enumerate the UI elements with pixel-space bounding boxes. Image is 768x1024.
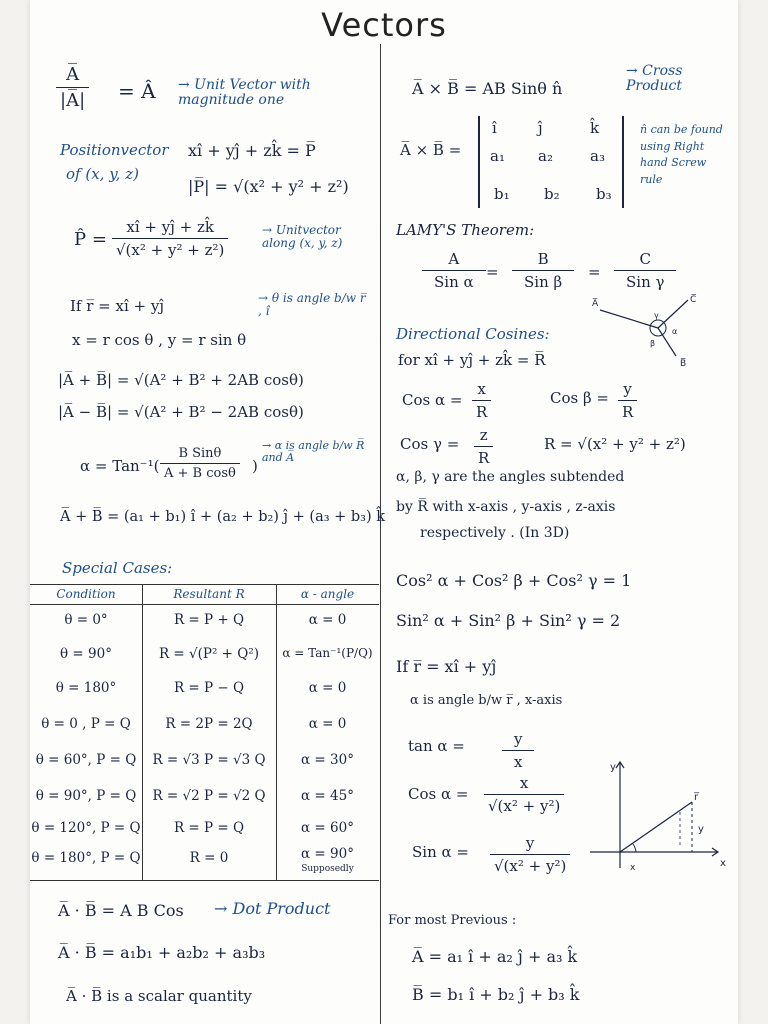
if-r-note: → θ is angle b/w r̅ , î bbox=[258, 291, 366, 319]
row-4-condition: θ = 0 , P = Q bbox=[41, 716, 131, 732]
sin-alpha-2d-lhs: Sin α = bbox=[412, 843, 469, 861]
lamy-label-alpha: α bbox=[672, 327, 678, 336]
det-r1c2: ĵ bbox=[538, 119, 543, 137]
cross-det-lhs: A̅ × B̅ = bbox=[400, 141, 462, 159]
a-components-eq: A̅ = a₁ î + a₂ ĵ + a₃ k̂ bbox=[412, 947, 578, 966]
lamy-fraction-a bbox=[422, 250, 486, 291]
lamy-a-den: Sin α bbox=[422, 270, 486, 291]
det-r2c1: a₁ bbox=[490, 147, 505, 165]
sum-magnitude-eq: |A̅ + B̅| = √(A² + B² + 2AB cosθ) bbox=[58, 371, 304, 389]
det-r1c3: k̂ bbox=[590, 119, 600, 137]
lamy-c-num: C bbox=[639, 250, 651, 268]
row-6-condition: θ = 90°, P = Q bbox=[35, 788, 137, 804]
lamy-b-den: Sin β bbox=[512, 270, 574, 291]
angles-text-line3: respectively . (In 3D) bbox=[420, 525, 570, 541]
lamy-label-a: A̅ bbox=[592, 299, 599, 309]
row-7-condition: θ = 120°, P = Q bbox=[31, 820, 141, 836]
row-7-alpha: α = 60° bbox=[301, 820, 354, 836]
sin-alpha-2d-den: √(x² + y²) bbox=[490, 854, 570, 875]
row-1-condition: θ = 0° bbox=[64, 612, 108, 628]
lamy-a-num: A bbox=[448, 250, 460, 268]
lamy-label-c: C̅ bbox=[690, 295, 697, 305]
cross-product-note: → Cross Product bbox=[626, 63, 683, 95]
special-cases-heading: Special Cases: bbox=[62, 559, 173, 577]
dot-product-eq: A̅ · B̅ = A B Cos bbox=[58, 901, 184, 920]
row-5-resultant: R = √3 P = √3 Q bbox=[152, 752, 266, 768]
unit-p-lhs: P̂ = bbox=[74, 229, 107, 250]
lamy-label-gamma: γ bbox=[654, 311, 659, 320]
alpha-arc bbox=[633, 844, 636, 852]
cos-gamma-den: R bbox=[474, 446, 493, 467]
row-5-alpha: α = 30° bbox=[301, 752, 354, 768]
row-3-condition: θ = 180° bbox=[55, 680, 117, 696]
alpha-rhs: ) bbox=[252, 457, 258, 475]
row-2-alpha: α = Tan⁻¹(P/Q) bbox=[282, 646, 373, 660]
det-r2c3: a₃ bbox=[590, 147, 605, 165]
row-7-resultant: R = P = Q bbox=[173, 820, 245, 836]
component-label-x: x bbox=[630, 863, 636, 873]
lamy-fraction-c bbox=[614, 250, 676, 291]
cos-gamma-fraction bbox=[474, 426, 493, 467]
tan-alpha-fraction bbox=[502, 730, 534, 771]
unit-p-denominator: √(x² + y² + z²) bbox=[112, 238, 228, 259]
special-cases-table bbox=[30, 584, 379, 880]
row-1-resultant: R = P + Q bbox=[173, 612, 245, 628]
unit-lhs-numerator: A̅ bbox=[66, 64, 80, 85]
cos-alpha-lhs: Cos α = bbox=[402, 391, 463, 409]
angles-text-line1: α, β, γ are the angles subtended bbox=[396, 469, 625, 485]
position-vector-of: of (x, y, z) bbox=[66, 165, 139, 183]
position-vector-magnitude: |P̅| = √(x² + y² + z²) bbox=[188, 177, 349, 196]
cos-alpha-2d-den: √(x² + y²) bbox=[484, 794, 564, 815]
det-r1c1: î bbox=[492, 119, 497, 137]
sum-components-eq: A̅ + B̅ = (a₁ + b₁) î + (a₂ + b₂) ĵ + (a₃ + b₃) k̂ bbox=[60, 509, 386, 525]
alpha-angle-text: α is angle b/w r̅ , x-axis bbox=[410, 693, 563, 708]
dir-vector-eq: for xî + yĵ + zk̂ = R̅ bbox=[398, 351, 546, 369]
sin-alpha-2d-fraction bbox=[490, 834, 570, 875]
det-bar-left bbox=[478, 116, 480, 208]
cos-alpha-den: R bbox=[472, 400, 491, 421]
cos-gamma-lhs: Cos γ = bbox=[400, 435, 460, 453]
directional-cosines-heading: Directional Cosines: bbox=[396, 325, 550, 343]
header-resultant: Resultant R bbox=[173, 587, 245, 601]
row-6-alpha: α = 45° bbox=[301, 788, 354, 804]
axis-label-x: x bbox=[720, 858, 726, 869]
row-8-condition: θ = 180°, P = Q bbox=[31, 850, 141, 866]
lamy-label-beta: β bbox=[650, 339, 656, 348]
row-4-resultant: R = 2P = 2Q bbox=[165, 716, 253, 732]
cos-gamma-num: z bbox=[479, 426, 488, 444]
alpha-denominator: A + B cosθ bbox=[160, 463, 240, 481]
det-r2c2: a₂ bbox=[538, 147, 553, 165]
header-condition: Condition bbox=[56, 587, 116, 601]
b-components-eq: B̅ = b₁ î + b₂ ĵ + b₃ k̂ bbox=[412, 985, 580, 1004]
r-vector bbox=[620, 802, 692, 852]
unit-vector-eq: = Â bbox=[118, 79, 156, 103]
lamy-eq-2: = bbox=[588, 263, 601, 281]
more-previous-heading: For most Previous : bbox=[388, 913, 517, 928]
if-r-eq: If r̅ = xî + yĵ bbox=[70, 297, 165, 315]
lamy-fraction-b bbox=[512, 250, 574, 291]
unit-p-fraction bbox=[112, 218, 228, 259]
unit-vector-note: → Unit Vector with magnitude one bbox=[178, 77, 311, 109]
row-3-alpha: α = 0 bbox=[308, 680, 347, 696]
row-1-alpha: α = 0 bbox=[308, 612, 347, 628]
det-r3c3: b₃ bbox=[596, 185, 612, 203]
cos-beta-lhs: Cos β = bbox=[550, 389, 609, 407]
component-label-y: y bbox=[698, 824, 704, 835]
row-4-alpha: α = 0 bbox=[308, 716, 347, 732]
table-line-top bbox=[30, 584, 379, 585]
cos-beta-num: y bbox=[623, 380, 632, 398]
row-2-condition: θ = 90° bbox=[60, 646, 112, 662]
angles-text-line2: by R̅ with x-axis , y-axis , z-axis bbox=[396, 499, 616, 515]
cos-squares-identity: Cos² α + Cos² β + Cos² γ = 1 bbox=[396, 571, 632, 590]
alpha-numerator: B Sinθ bbox=[178, 446, 222, 461]
lamy-b-num: B bbox=[537, 250, 549, 268]
sin-alpha-2d-num: y bbox=[525, 834, 535, 852]
lamy-eq-1: = bbox=[486, 263, 499, 281]
det-r3c1: b₁ bbox=[494, 185, 510, 203]
det-note: n̂ can be found using Right hand Screw rule bbox=[640, 123, 723, 186]
unit-p-note: → Unitvector along (x, y, z) bbox=[262, 223, 343, 251]
xy-axis-diagram bbox=[586, 756, 732, 876]
cos-beta-fraction bbox=[618, 380, 637, 421]
lamy-c-den: Sin γ bbox=[614, 270, 676, 291]
dot-scalar-note: A̅ · B̅ is a scalar quantity bbox=[66, 987, 252, 1005]
det-r3c2: b₂ bbox=[544, 185, 560, 203]
row-3-resultant: R = P − Q bbox=[173, 680, 245, 696]
lamy-label-b: B̅ bbox=[680, 359, 687, 369]
xy-components-eq: x = r cos θ , y = r sin θ bbox=[72, 331, 247, 349]
det-bar-right bbox=[622, 116, 624, 208]
sin-squares-identity: Sin² α + Sin² β + Sin² γ = 2 bbox=[396, 611, 621, 630]
header-alpha: α - angle bbox=[300, 587, 355, 601]
position-vector-label: Positionvector bbox=[60, 141, 169, 159]
table-line-header bbox=[30, 604, 379, 605]
tan-alpha-lhs: tan α = bbox=[408, 737, 465, 755]
alpha-note: → α is angle b/w R̅ and A̅ bbox=[262, 439, 365, 465]
table-line-bottom bbox=[30, 880, 379, 881]
alpha-lhs: α = Tan⁻¹( bbox=[80, 457, 160, 475]
tan-alpha-den: x bbox=[502, 750, 534, 771]
row-6-resultant: R = √2 P = √2 Q bbox=[152, 788, 266, 804]
diff-magnitude-eq: |A̅ − B̅| = √(A² + B² − 2AB cosθ) bbox=[58, 403, 304, 421]
lamy-vector-c bbox=[658, 300, 688, 328]
row-2-resultant: R = √(P² + Q²) bbox=[158, 646, 260, 662]
lamy-diagram bbox=[592, 290, 702, 370]
unit-vector-fraction bbox=[56, 64, 89, 111]
cos-alpha-num: x bbox=[477, 380, 486, 398]
vector-label-r: r̅ bbox=[694, 792, 699, 803]
axis-label-y: y bbox=[610, 762, 616, 773]
row-8-resultant: R = 0 bbox=[189, 850, 229, 866]
lamy-vector-a bbox=[600, 310, 658, 328]
cos-alpha-2d-lhs: Cos α = bbox=[408, 785, 469, 803]
unit-p-numerator: xî + yĵ + zk̂ bbox=[126, 218, 214, 236]
row-5-condition: θ = 60°, P = Q bbox=[35, 752, 137, 768]
cos-alpha-fraction bbox=[472, 380, 491, 421]
r-magnitude-eq: R = √(x² + y² + z²) bbox=[544, 435, 686, 453]
row-8-alpha: α = 90° bbox=[301, 846, 354, 862]
cos-alpha-2d-fraction bbox=[484, 774, 564, 815]
alpha-fraction bbox=[160, 446, 240, 481]
position-vector-eq: xî + yĵ + zk̂ = P̅ bbox=[188, 141, 316, 160]
if-r-2d-eq: If r̅ = xî + yĵ bbox=[396, 657, 497, 676]
tan-alpha-num: y bbox=[513, 730, 523, 748]
cos-beta-den: R bbox=[618, 400, 637, 421]
cross-product-eq: A̅ × B̅ = AB Sinθ n̂ bbox=[412, 79, 563, 98]
column-divider bbox=[380, 44, 381, 1024]
row-8-note: Supposedly bbox=[301, 864, 354, 874]
dot-product-note: → Dot Product bbox=[214, 899, 331, 918]
dot-components-eq: A̅ · B̅ = a₁b₁ + a₂b₂ + a₃b₃ bbox=[58, 943, 266, 962]
lamy-heading: LAMY'S Theorem: bbox=[396, 221, 535, 239]
cos-alpha-2d-num: x bbox=[519, 774, 529, 792]
page-title: Vectors bbox=[321, 6, 447, 44]
unit-lhs-denominator: |A̅| bbox=[56, 87, 89, 111]
